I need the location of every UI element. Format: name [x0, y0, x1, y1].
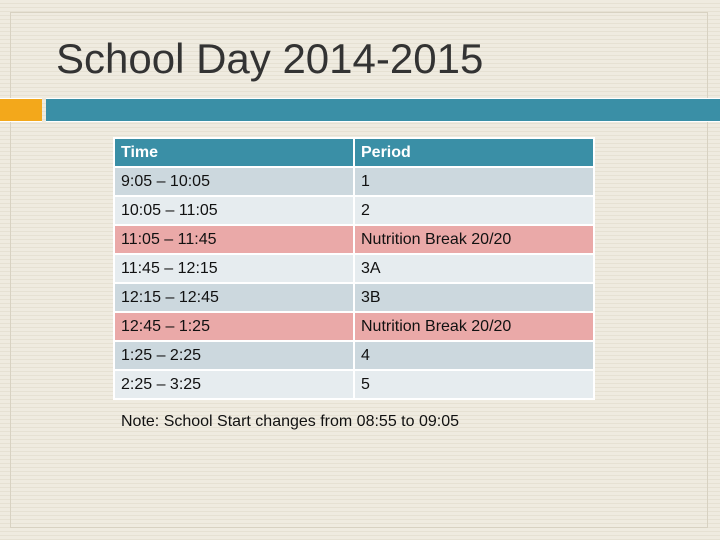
period-cell: Nutrition Break 20/20: [354, 312, 594, 341]
accent-bar-orange: [0, 98, 42, 122]
table-row: [114, 196, 594, 225]
period-cell: 3B: [354, 283, 594, 312]
time-cell: 2:25 – 3:25: [114, 370, 354, 399]
schedule-note: Note: School Start changes from 08:55 to 09:05: [121, 413, 459, 430]
period-cell: 2: [354, 196, 594, 225]
accent-bar-teal: [46, 98, 720, 122]
time-cell: 11:45 – 12:15: [114, 254, 354, 283]
table-row: [114, 341, 594, 370]
table-header-row: [114, 138, 594, 167]
header-time: Time: [114, 138, 354, 167]
slide-title: School Day 2014-2015: [56, 35, 484, 82]
schedule-table: [113, 137, 595, 400]
period-cell: 3A: [354, 254, 594, 283]
time-cell: 9:05 – 10:05: [114, 167, 354, 196]
table-row-break: [114, 312, 594, 341]
table-row-break: [114, 225, 594, 254]
period-cell: 4: [354, 341, 594, 370]
table-row: [114, 254, 594, 283]
time-cell: 1:25 – 2:25: [114, 341, 354, 370]
time-cell: 12:45 – 1:25: [114, 312, 354, 341]
time-cell: 11:05 – 11:45: [114, 225, 354, 254]
period-cell: 5: [354, 370, 594, 399]
time-cell: 10:05 – 11:05: [114, 196, 354, 225]
period-cell: 1: [354, 167, 594, 196]
table-row: [114, 167, 594, 196]
table-row: [114, 283, 594, 312]
table-row: [114, 370, 594, 399]
header-period: Period: [354, 138, 594, 167]
period-cell: Nutrition Break 20/20: [354, 225, 594, 254]
time-cell: 12:15 – 12:45: [114, 283, 354, 312]
